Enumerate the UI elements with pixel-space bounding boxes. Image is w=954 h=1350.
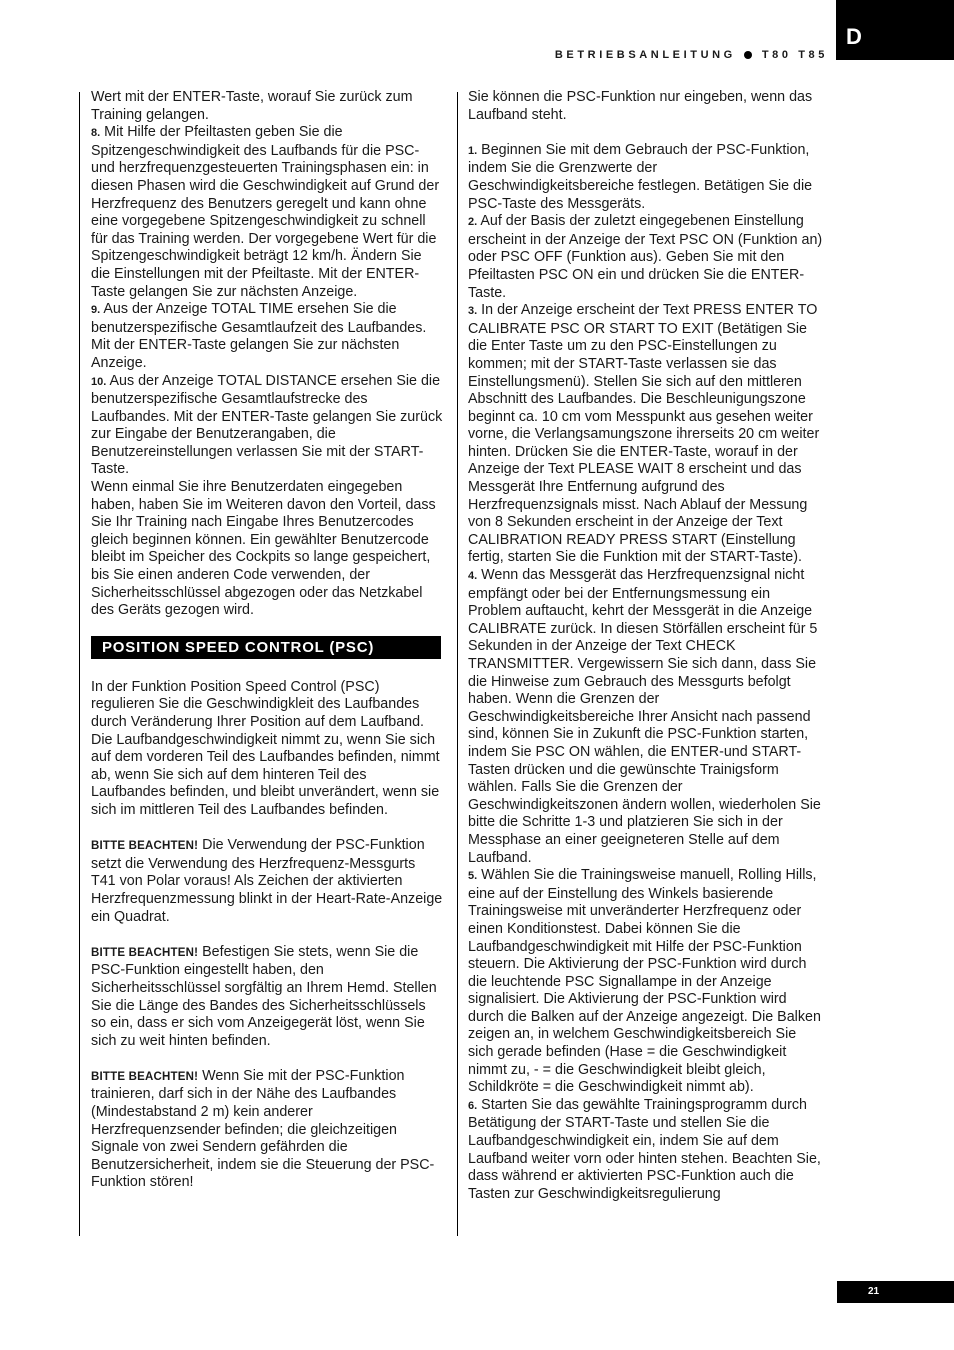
step-6: 6. Starten Sie das gewählte Trainingsprogramm durch Betätigung der START-Taste und stellen Sie die Laufbandgeschwindigkeit ein, indem Sie auf dem Laufband weiter vorn oder hinten stehen. Beachten Sie, dass während er aktivierten PSC-Funktion auch die Tasten zur Geschwindigkeitsregulierung [468, 1096, 821, 1202]
list-item-9: 9. Aus der Anzeige TOTAL TIME ersehen Sie die benutzerspezifische Gesamtlaufzeit des Laufbandes. Mit der ENTER-Taste gelangen Sie zur nächsten Anzeige. [91, 301, 427, 371]
step-2: 2. Auf der Basis der zuletzt eingegebenen Einstellung erscheint in der Anzeige der Text PSC ON (Funktion an) oder PSC OFF (Funktion aus). Geben Sie mit den Pfeiltasten PSC ON ein und drücken Sie die ENTER-Taste. [468, 213, 823, 301]
right-column-rule [457, 92, 458, 1236]
list-item-8: 8. Mit Hilfe der Pfeiltasten geben Sie die Spitzengeschwindigkeit des Laufbands für die PSC- und herzfrequenzgesteuerten Trainingsphasen ein: in diesen Phasen wird die Geschwindigkeit auf Grund der Herzfrequenz des Benutzers geregelt und kann ohne eine vorgegebene Spitzengeschwindigkeit zu schnell für das Training werden. Der vorgegebene Wert für die Spitzengeschwindigkeit beträgt 12 km/h. Ändern Sie die Einstellungen mit der Pfeiltaste. Mit der ENTER-Taste gelangen Sie zur nächsten Anzeige. [91, 124, 440, 300]
step-1: 1. Beginnen Sie mit dem Gebrauch der PSC-Funktion, indem Sie die Grenzwerte der Geschwindigkeitsbereiche festlegen. Betätigen Sie die PSC-Taste des Messgeräts. [468, 141, 813, 212]
language-tab [836, 0, 954, 60]
section-heading-psc: POSITION SPEED CONTROL (PSC) [91, 636, 441, 659]
step-5: 5. Wählen Sie die Trainingsweise manuell, Rolling Hills, eine auf der Einstellung des Winkels basierende Trainingsweise mit unveränderter Herzfrequenz oder einen Konditionstest. Dabei können Sie die Laufbandgeschwindigkeit mit Hilfe der PSC-Funktion steuern. Die Aktivierung der PSC-Funktion wird durch die leuchtende PSC Signallampe in der Anzeige signalisiert. Die Aktivierung der PSC-Funktion wird durch die Balken auf der Anzeige angezeigt. Die Balken zeigen an, in welchem Geschwindigkeitsbereich Sie sich gerade befinden (Hase = die Geschwindigkeit nimmt zu, - = die Geschwindigkeit bleibt gleich, Schildkröte = die Geschwindigkeit nimmt ab). [468, 867, 821, 1096]
model-names: T80 T85 [761, 49, 828, 61]
language-code: D [846, 24, 862, 49]
continued-paragraph: Wert mit der ENTER-Taste, worauf Sie zurück zum Training gelangen. [91, 89, 413, 123]
note-paragraph-2: BITTE BEACHTEN! Befestigen Sie stets, wenn Sie die PSC-Funktion eingestellt haben, den Sicherheitsschlüssel sorgfältig an Ihrem Hemd. Stellen Sie die Länge des Bandes des Sicherheitsschlüssels so ein, dass er sich vom Anzeigegerät löst, wenn Sie sich zu weit hinten befinden. [91, 943, 437, 1049]
step-3: 3. In der Anzeige erscheint der Text PRESS ENTER TO CALIBRATE PSC OR START TO EXIT (Betätigen Sie die Enter Taste um zu den PSC-Einstellungen zu kommen; mit der START-Taste verlassen sie das Einstellungsmenü). Stellen Sie sich auf den mittleren Abschnitt des Laufbandes. Die Beschleunigungszone beginnt ca. 10 cm vom Messpunkt aus gesehen weiter vorne, die Verlangsamungszone ihrerseits 20 cm weiter hinten. Drücken Sie die ENTER-Taste, worauf in der Anzeige der Text PLEASE WAIT 8 erscheint und das Messgerät Ihre Entfernung aufgrund des Herzfrequenzsignals misst. Nach Ablauf der Messung von 8 Sekunden erscheint in der Anzeige der Text CALIBRATION READY PRESS START (Einstellung fertig, starten Sie die Funktion mit der START-Taste). [468, 302, 820, 566]
step-4: 4. Wenn das Messgerät das Herzfrequenzsignal nicht empfängt oder bei der Entfernungsmessung ein Problem auftaucht, kehrt der Messgerät in die Anzeige CALIBRATE zurück. In diesen Störfällen erscheint für 5 Sekunden in der Anzeige der Text CHECK TRANSMITTER. Vergewissern Sie sich dann, dass Sie die Hinweise zum Gebrauch des Messgurts befolgt haben. Wenn die Grenzen der Geschwindigkeitsbereiche Ihrer Ansicht nach passend sind, können Sie in Zukunft die PSC-Funktion starten, indem Sie PSC ON wählen, die ENTER-und START-Tasten drücken und die gewünschte Trainigsform wählen. Falls Sie die Grenzen der Geschwindigkeitszonen ändern wollen, wiederholen Sie bitte die Schritte 1-3 und platzieren Sie sich in der Messphase an einer geeigneteren Stelle auf dem Laufband. [468, 567, 821, 866]
running-header [555, 47, 828, 63]
note-paragraph-1: BITTE BEACHTEN! Die Verwendung der PSC-Funktion setzt die Verwendung des Herzfrequenz-Messgurts T41 von Polar voraus! Als Zeichen der aktivierten Herzfrequenzmessung blinkt in der Heart-Rate-Anzeige ein Quadrat. [91, 837, 443, 925]
psc-intro-paragraph: In der Funktion Position Speed Control (PSC) regulieren Sie die Geschwindigkleit des Laufbandes durch Veränderung Ihrer Position auf dem Laufband. Die Laufbandgeschwindigkeit nimmt zu, wenn Sie sich auf dem vorderen Teil des Laufbandes befinden, nimmt ab, wenn Sie sich auf dem hinteren Teil des Laufbandes befinden, und bleibt unverändert, wenn sie sich im mittleren Teil des Laufbandes befinden. [91, 678, 440, 818]
list-item-10: 10. Aus der Anzeige TOTAL DISTANCE ersehen Sie die benutzerspezifische Gesamtlaufstrecke des Laufbandes. Mit der ENTER-Taste gelangen Sie zurück zur Eingabe der Benutzerangaben, die Benutzereinstellungen verlassen Sie mit der START-Taste. [91, 372, 443, 478]
page-number-tab [837, 1281, 954, 1303]
note-paragraph-3: BITTE BEACHTEN! Wenn Sie mit der PSC-Funktion trainieren, darf sich in der Nähe des Laufbandes (Mindestabstand 2 m) kein anderer Herzfrequenzsender befinden; die gleichzeitigen Signale von zwei Sendern gefährden die Benutzersicherheit, indem sie die Steuerung der PSC-Funktion stören! [91, 1067, 435, 1191]
user-data-paragraph: Wenn einmal Sie ihre Benutzerdaten eingegeben haben, haben Sie im Weiteren davon den Vorteil, dass Sie Ihr Training nach Eingabe Ihres Benutzercodes gleich beginnen können. Ein gewählter Benutzercode bleibt im Speicher des Cockpits so lange gespeichert, bis Sie einen anderen Code verwenden, der Sicherheitsschlüssel abgezogen oder das Netzkabel des Geräts gezogen wird. [91, 479, 436, 619]
left-column-rule [79, 92, 80, 1236]
psc-precondition: Sie können die PSC-Funktion nur eingeben, wenn das Laufband steht. [468, 89, 813, 123]
page-number: 21 [868, 1286, 880, 1297]
left-column [91, 89, 443, 1192]
right-column [468, 89, 824, 1203]
bullet-dot-icon [744, 51, 752, 59]
manual-label: BETRIEBSANLEITUNG [554, 49, 736, 61]
